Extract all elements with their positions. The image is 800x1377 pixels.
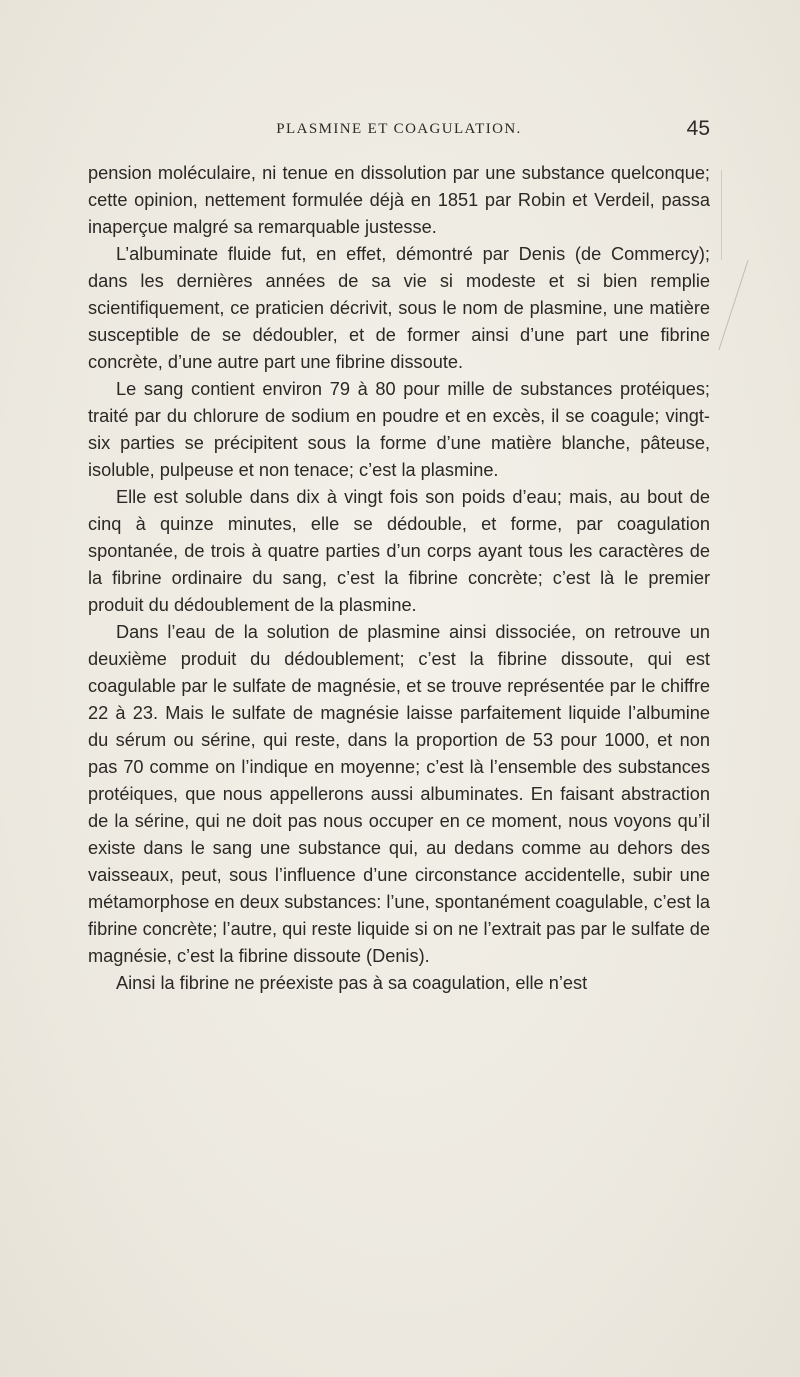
paragraph-6: Ainsi la fibrine ne préexiste pas à sa coagulation, elle n’est (116, 973, 588, 993)
paragraph-4: Elle est soluble dans dix à vingt fois son poids d’eau; mais, au bout de cinq à quinze minutes, elle se dédouble, et forme, par coagulation spontanée, de trois à quatre parties d’un corps ayant tous les caractères de la fibrine ordinaire du sang, c’est la fibrine concrète; c’est là le premier produit du dédoublement de la plasmine. (88, 487, 710, 615)
body-text (88, 160, 710, 997)
paragraph-3: Le sang contient environ 79 à 80 pour mille de substances protéiques; traité par du chlorure de sodium en poudre et en excès, il se coagule; vingt-six parties se précipitent sous la forme d’une matière blanche, pâteuse, isoluble, pulpeuse et non tenace; c’est la plasmine. (88, 379, 710, 480)
running-head (88, 117, 710, 147)
page-number: 45 (686, 117, 710, 140)
paragraph-2: L’albuminate fluide fut, en effet, démontré par Denis (de Commercy); dans les dernières années de sa vie si modeste et si bien remplie scientifiquement, ce praticien décrivit, sous le nom de plasmine, une matière susceptible de se dédoubler, et de former ainsi d’une part une fibrine concrète, d’une autre part une fibrine dissoute. (88, 244, 710, 372)
paragraph-5: Dans l’eau de la solution de plasmine ainsi dissociée, on retrouve un deuxième produit du dédoublement; c’est la fibrine dissoute, qui est coagulable par le sulfate de magnésie, et se trouve représentée par le chiffre 22 à 23. Mais le sulfate de magnésie laisse parfaitement liquide l’albumine du sérum ou sérine, qui reste, dans la proportion de 53 pour 1000, et non pas 70 comme on l’indique en moyenne; c’est là l’ensemble des substances protéiques, que nous appellerons aussi albuminates. En faisant abstraction de la sérine, qui ne doit pas nous occuper en ce moment, nous voyons qu’il existe dans le sang une substance qui, au dedans comme au dehors des vaisseaux, peut, sous l’influence d’une circonstance accidentelle, subir une métamorphose en deux substances: l’une, spontanément coagulable, c’est la fibrine concrète; l’autre, qui reste liquide si on ne l’extrait pas par le sulfate de magnésie, c’est la fibrine dissoute (Denis). (88, 622, 710, 966)
paragraph-1: pension moléculaire, ni tenue en dissolution par une substance quelconque; cette opinion, nettement formulée déjà en 1851 par Robin et Verdeil, passa inaperçue malgré sa remarquable justesse. (88, 163, 710, 237)
margin-pencil-mark-lower (712, 260, 748, 350)
margin-pencil-mark-upper (717, 170, 722, 260)
running-title: PLASMINE ET COAGULATION. (276, 121, 522, 137)
